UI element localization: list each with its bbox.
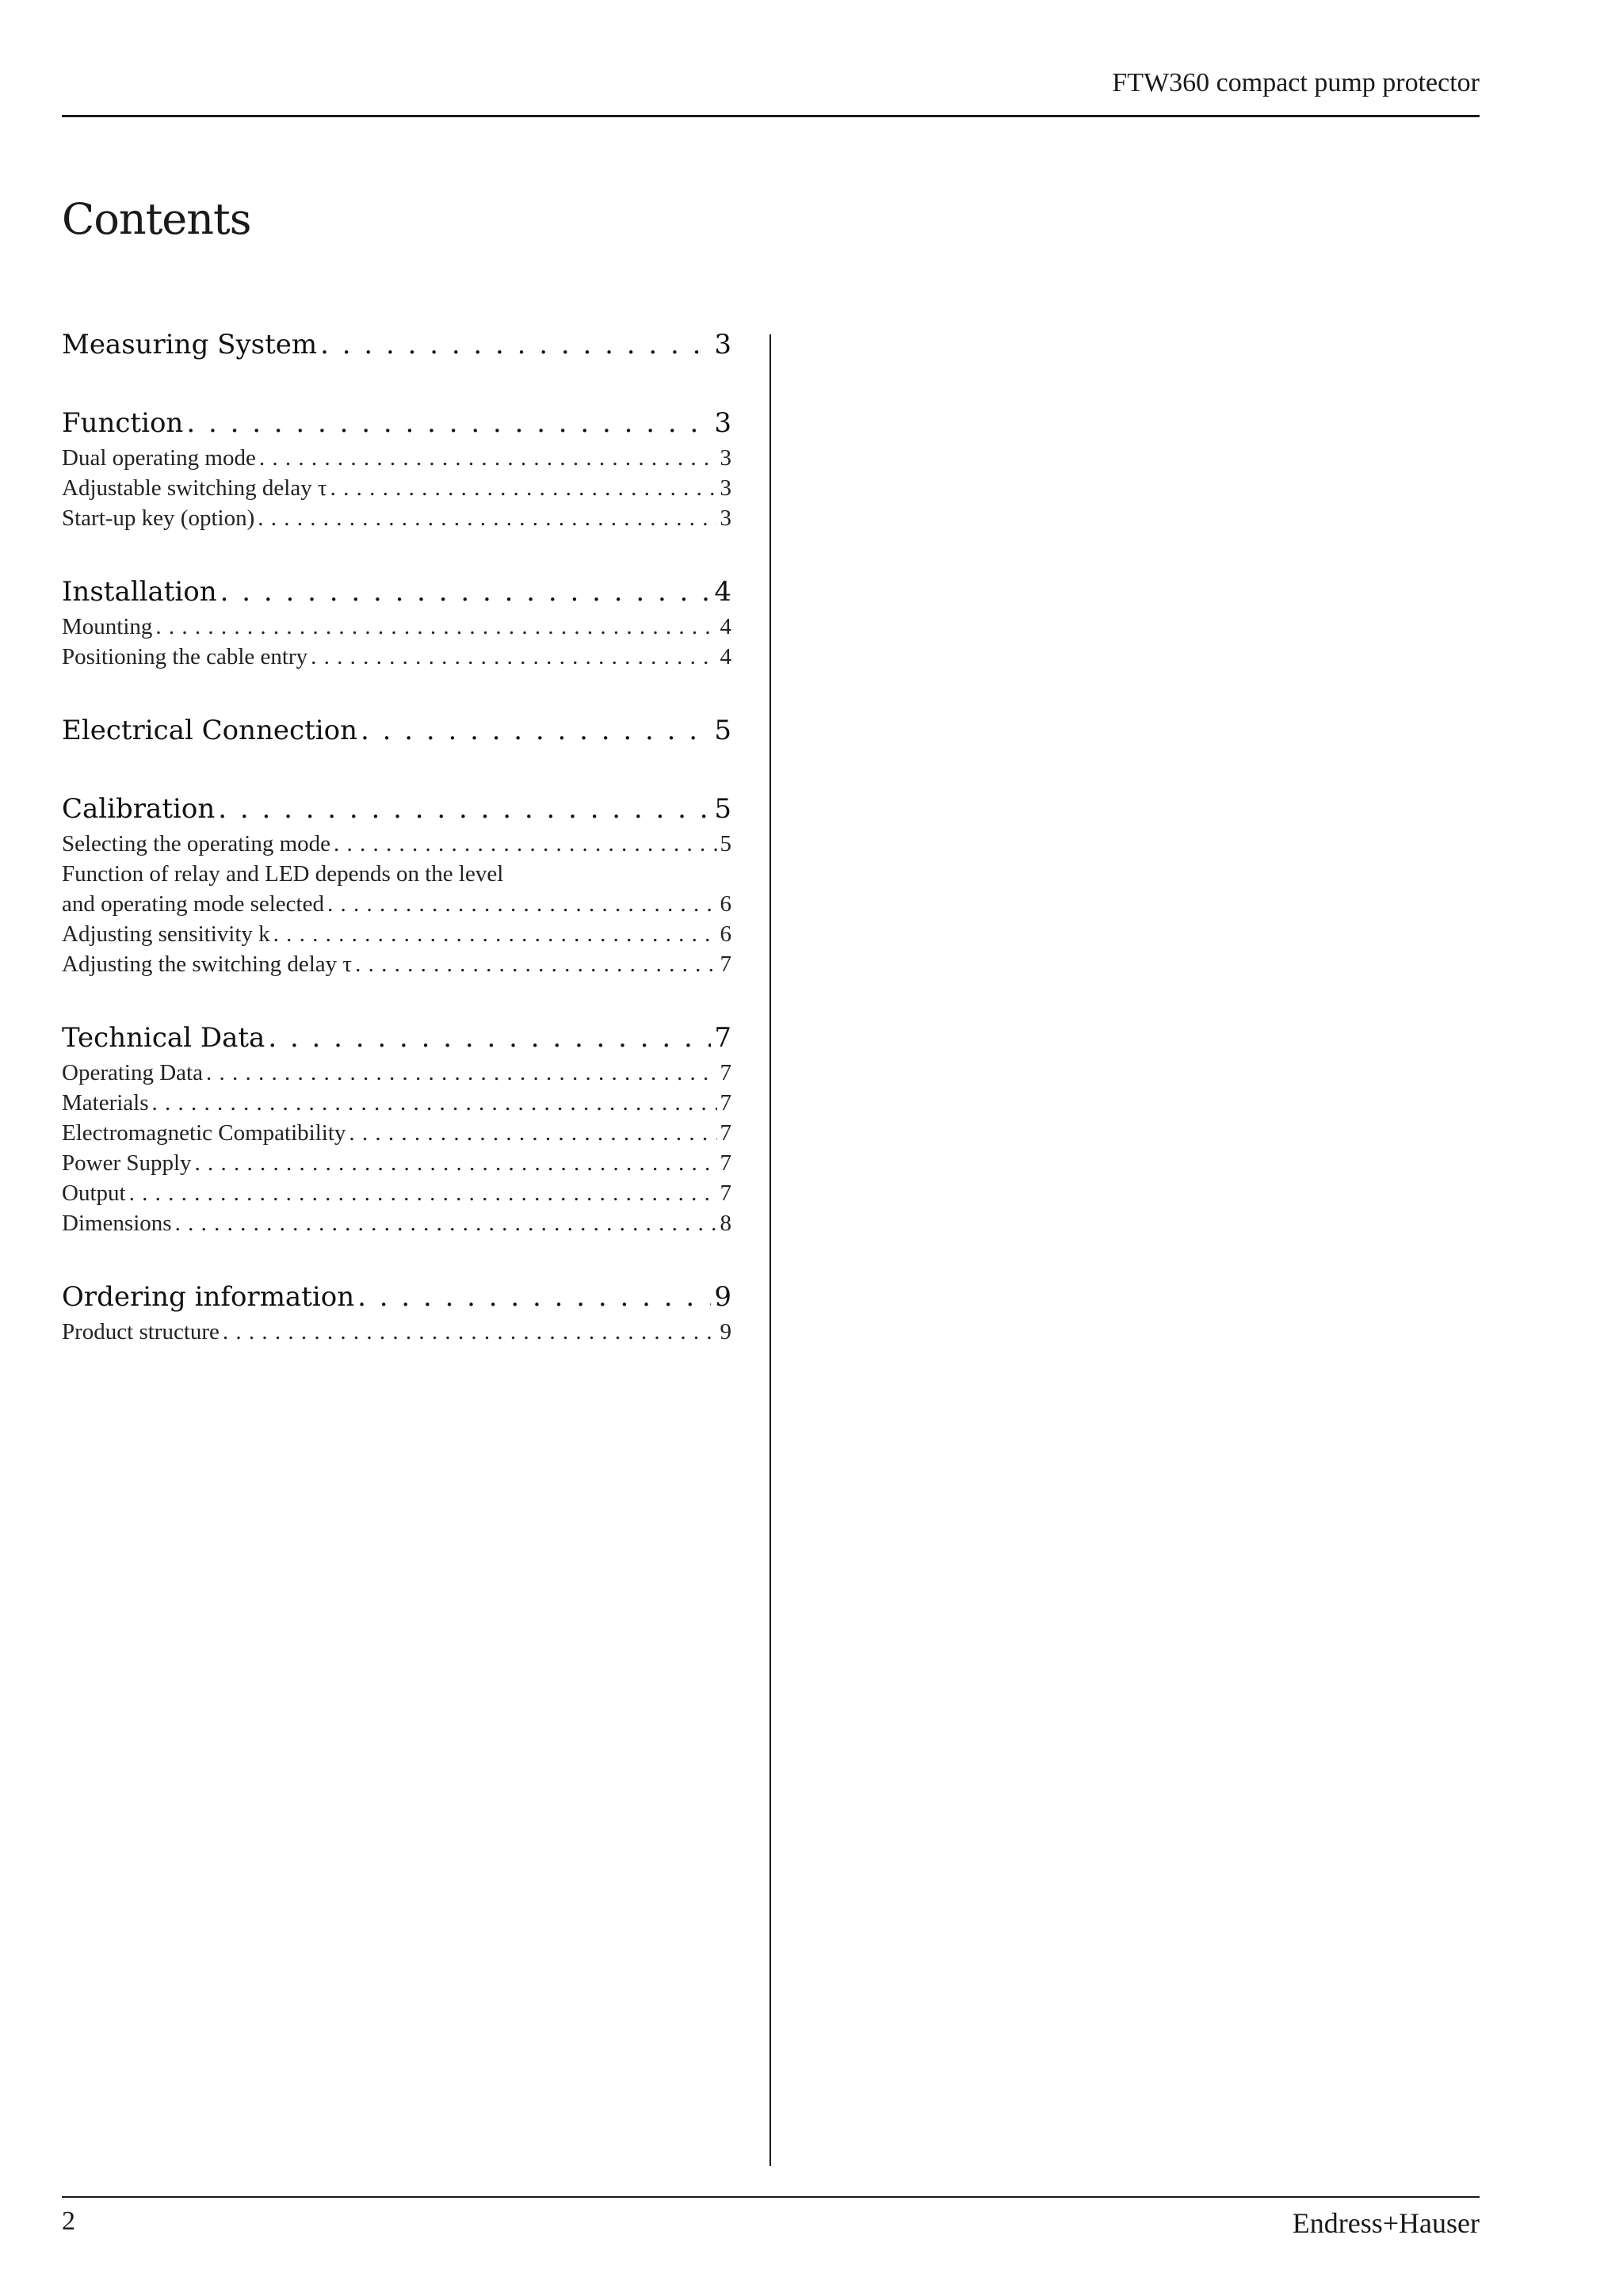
toc-subentry[interactable] <box>62 1178 731 1208</box>
toc-subentry-page: 8 <box>720 1211 731 1236</box>
toc-section-page: 5 <box>714 793 731 825</box>
toc-subentry-page: 7 <box>720 1150 731 1176</box>
toc-section <box>62 325 731 364</box>
toc-subentry-page: 7 <box>720 1120 731 1146</box>
toc-subentry-page: 6 <box>720 891 731 917</box>
dot-leader <box>327 889 717 919</box>
dot-leader <box>268 1018 711 1058</box>
footer-brand: Endress+Hauser <box>1292 2207 1480 2239</box>
dot-leader <box>218 789 711 829</box>
dot-leader <box>355 949 716 979</box>
toc-section-entry[interactable] <box>62 325 731 364</box>
toc-subentry-page: 7 <box>720 1060 731 1085</box>
toc-subentry[interactable] <box>62 1148 731 1178</box>
toc-subentry-label: Operating Data <box>62 1060 203 1085</box>
toc-section-page: 7 <box>714 1022 731 1054</box>
dot-leader <box>334 829 716 859</box>
toc-subentry[interactable] <box>62 889 731 919</box>
toc-subentry[interactable] <box>62 1208 731 1238</box>
footer-page-number: 2 <box>62 2206 75 2236</box>
dot-leader <box>155 612 716 642</box>
toc-subentry-page: 3 <box>720 505 731 531</box>
toc-section <box>62 1018 731 1238</box>
dot-leader <box>311 642 716 672</box>
toc-section-entry[interactable] <box>62 403 731 443</box>
toc-subentry-page: 4 <box>720 644 731 669</box>
toc-subentry-label: Dual operating mode <box>62 445 256 471</box>
toc-subentry[interactable] <box>62 443 731 473</box>
toc-subentry-label: Adjusting sensitivity k <box>62 921 270 947</box>
toc-section-title: Ordering information <box>62 1281 355 1313</box>
toc-section-page: 3 <box>714 407 731 439</box>
toc-subentry-page: 7 <box>720 952 731 977</box>
toc-section <box>62 789 731 979</box>
toc-subentry-label: Product structure <box>62 1319 220 1344</box>
toc-section-page: 9 <box>714 1281 731 1313</box>
toc-subentry-page: 6 <box>720 921 731 947</box>
toc-section-entry[interactable] <box>62 789 731 829</box>
dot-leader <box>206 1058 717 1088</box>
toc-subentry-label: Adjusting the switching delay τ <box>62 952 353 977</box>
page-title: Contents <box>62 194 251 244</box>
toc-subentry[interactable] <box>62 919 731 949</box>
toc-subentry-label: Electromagnetic Compatibility <box>62 1120 346 1146</box>
toc-subentry-label: Dimensions <box>62 1211 172 1236</box>
toc-subentry-page: 7 <box>720 1180 731 1206</box>
document-header-title: FTW360 compact pump protector <box>1112 68 1480 97</box>
dot-leader <box>223 1317 717 1347</box>
toc-section-entry[interactable] <box>62 711 731 750</box>
toc-subentry[interactable] <box>62 1088 731 1118</box>
dot-leader <box>320 325 711 364</box>
footer-rule <box>62 2196 1480 2198</box>
dot-leader <box>330 473 717 503</box>
dot-leader <box>349 1118 716 1148</box>
table-of-contents <box>62 325 731 1386</box>
toc-section-title: Function <box>62 407 184 439</box>
toc-subentry-label: Adjustable switching delay τ <box>62 475 327 501</box>
toc-subentry-page: 4 <box>720 614 731 639</box>
dot-leader <box>258 503 716 533</box>
toc-subentry-label: Mounting <box>62 614 153 639</box>
toc-section-entry[interactable] <box>62 572 731 612</box>
toc-section-page: 4 <box>714 576 731 608</box>
toc-subentry-label: Power Supply <box>62 1150 192 1176</box>
toc-subentry-page: 3 <box>720 475 731 501</box>
dot-leader <box>259 443 717 473</box>
toc-subentry[interactable] <box>62 503 731 533</box>
toc-subentry-label: Start-up key (option) <box>62 505 255 531</box>
toc-subentry[interactable] <box>62 612 731 642</box>
toc-section-title: Technical Data <box>62 1022 265 1054</box>
dot-leader <box>357 1277 711 1317</box>
toc-section-title: Installation <box>62 576 217 608</box>
toc-subentry[interactable] <box>62 829 731 859</box>
dot-leader <box>361 711 711 750</box>
dot-leader <box>129 1178 717 1208</box>
toc-subentry[interactable] <box>62 1058 731 1088</box>
toc-subentry-label: and operating mode selected <box>62 891 324 917</box>
toc-section <box>62 403 731 533</box>
toc-subentry-page: 5 <box>720 831 731 856</box>
toc-subentry-page: 7 <box>720 1090 731 1116</box>
dot-leader <box>175 1208 717 1238</box>
toc-subentry-page: 9 <box>720 1319 731 1344</box>
dot-leader <box>220 572 712 612</box>
toc-subentry[interactable] <box>62 473 731 503</box>
toc-subentry[interactable] <box>62 1317 731 1347</box>
toc-section-page: 5 <box>714 715 731 746</box>
dot-leader <box>195 1148 717 1178</box>
column-divider <box>769 334 771 2166</box>
toc-subentry[interactable] <box>62 642 731 672</box>
toc-section-entry[interactable] <box>62 1277 731 1317</box>
toc-subentry-label: Function of relay and LED depends on the level <box>62 861 504 887</box>
toc-subentry-label: Output <box>62 1180 126 1206</box>
dot-leader <box>186 403 711 443</box>
dot-leader <box>152 1088 717 1118</box>
toc-section-title: Electrical Connection <box>62 715 357 746</box>
toc-subentry[interactable] <box>62 949 731 979</box>
dot-leader <box>273 919 717 949</box>
toc-subentry-label: Positioning the cable entry <box>62 644 308 669</box>
toc-subentry[interactable] <box>62 859 731 889</box>
header-rule <box>62 115 1480 117</box>
toc-subentry-label: Materials <box>62 1090 149 1116</box>
toc-section-title: Calibration <box>62 793 216 825</box>
toc-subentry[interactable] <box>62 1118 731 1148</box>
toc-section <box>62 572 731 672</box>
toc-section-title: Measuring System <box>62 329 318 360</box>
toc-subentry-label: Selecting the operating mode <box>62 831 331 856</box>
toc-section <box>62 711 731 750</box>
toc-section <box>62 1277 731 1347</box>
toc-section-page: 3 <box>714 329 731 360</box>
toc-subentry-page: 3 <box>720 445 731 471</box>
toc-section-entry[interactable] <box>62 1018 731 1058</box>
